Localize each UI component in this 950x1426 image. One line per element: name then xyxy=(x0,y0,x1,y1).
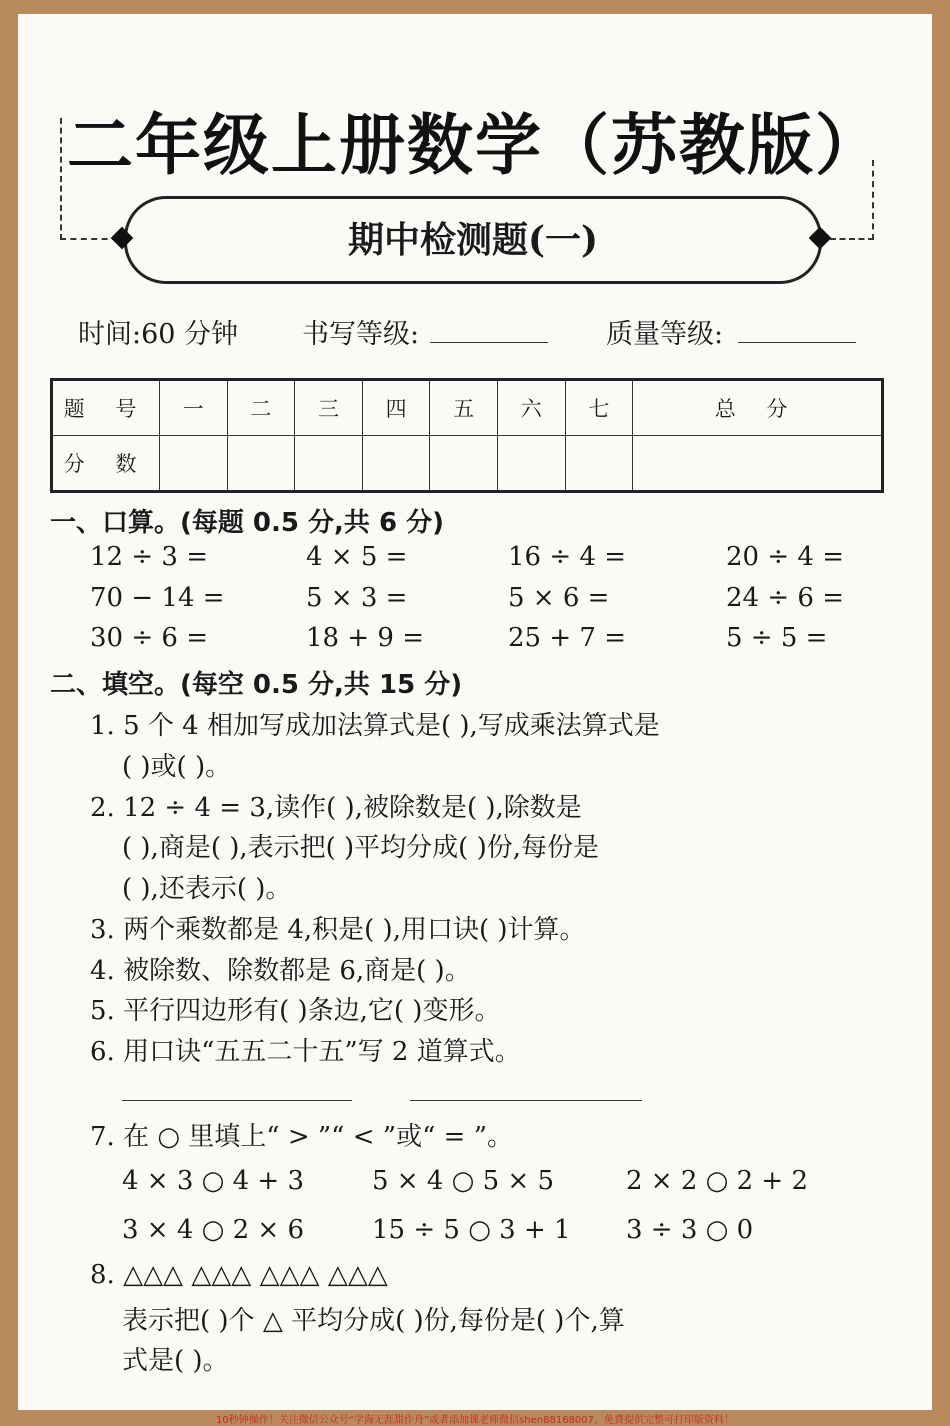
section-heading: 一、口算。(每题 0.5 分,共 6 分) xyxy=(50,508,444,538)
table-cell: 总 分 xyxy=(633,380,883,436)
table-cell: 一 xyxy=(160,380,228,436)
question-line: 7. 在 ○ 里填上“ > ”“ < ”或“ = ”。 xyxy=(90,1122,513,1152)
score-input-cell[interactable] xyxy=(295,436,363,492)
score-input-cell[interactable] xyxy=(227,436,295,492)
question-line: ( ),商是( ),表示把( )平均分成( )份,每份是 xyxy=(122,833,600,863)
calc-item: 18 + 9 = xyxy=(306,623,424,653)
question-line: 6. 用口诀“五五二十五”写 2 道算式。 xyxy=(90,1037,521,1067)
question-line: 4. 被除数、除数都是 6,商是( )。 xyxy=(90,956,471,986)
score-input-cell[interactable] xyxy=(497,436,565,492)
calc-item: 24 ÷ 6 = xyxy=(726,583,844,613)
score-input-cell[interactable] xyxy=(633,436,883,492)
footer-watermark: 10秒钟操作！关注微信公众号“学海无涯甜作舟”或者添加课老师微信shen88168007，免费提供完整可打印版资料！ xyxy=(215,1415,735,1426)
score-input-cell[interactable] xyxy=(565,436,633,492)
question-line: 5. 平行四边形有( )条边,它( )变形。 xyxy=(90,996,501,1026)
table-cell: 二 xyxy=(227,380,295,436)
calc-item: 12 ÷ 3 = xyxy=(90,542,208,572)
calc-item: 20 ÷ 4 = xyxy=(726,542,844,572)
table-cell: 六 xyxy=(497,380,565,436)
calc-item: 5 ÷ 5 = xyxy=(726,623,828,653)
question-line: ( )或( )。 xyxy=(122,752,232,782)
page-title: 二年级上册数学（苏教版） xyxy=(67,107,883,184)
compare-item: 4 × 3 ○ 4 + 3 xyxy=(122,1166,305,1196)
score-input-cell[interactable] xyxy=(160,436,228,492)
calc-item: 5 × 6 = xyxy=(508,583,610,613)
table-cell: 五 xyxy=(430,380,498,436)
question-line: 2. 12 ÷ 4 = 3,读作( ),被除数是( ),除数是 xyxy=(90,793,582,823)
section-heading: 二、填空。(每空 0.5 分,共 15 分) xyxy=(50,670,463,700)
question-line: 8. △△△ △△△ △△△ △△△ xyxy=(90,1260,388,1290)
writing-grade-blank[interactable] xyxy=(430,342,548,344)
score-input-cell[interactable] xyxy=(430,436,498,492)
table-cell: 四 xyxy=(362,380,430,436)
question-line: 3. 两个乘数都是 4,积是( ),用口诀( )计算。 xyxy=(90,915,586,945)
table-cell: 三 xyxy=(295,380,363,436)
answer-blank[interactable] xyxy=(122,1100,352,1102)
decor-dash xyxy=(830,238,874,241)
score-table xyxy=(50,378,884,493)
exam-subtitle: 期中检测题(一) xyxy=(347,219,599,261)
compare-item: 3 × 4 ○ 2 × 6 xyxy=(122,1215,305,1245)
calc-item: 5 × 3 = xyxy=(306,583,408,613)
compare-item: 15 ÷ 5 ○ 3 + 1 xyxy=(372,1215,571,1245)
calc-item: 4 × 5 = xyxy=(306,542,408,572)
compare-item: 3 ÷ 3 ○ 0 xyxy=(626,1215,754,1245)
score-input-cell[interactable] xyxy=(362,436,430,492)
question-line: ( ),还表示( )。 xyxy=(122,874,292,904)
decor-dash xyxy=(60,238,118,241)
question-line: 1. 5 个 4 相加写成加法算式是( ),写成乘法算式是 xyxy=(90,711,660,741)
calc-item: 30 ÷ 6 = xyxy=(90,623,208,653)
compare-item: 2 × 2 ○ 2 + 2 xyxy=(626,1166,809,1196)
quality-grade-blank[interactable] xyxy=(738,342,856,344)
table-cell: 七 xyxy=(565,380,633,436)
calc-item: 16 ÷ 4 = xyxy=(508,542,626,572)
writing-grade-label: 书写等级: xyxy=(302,319,420,350)
table-cell: 分 数 xyxy=(52,436,160,492)
table-cell: 题 号 xyxy=(52,380,160,436)
table-row xyxy=(52,436,883,492)
calc-item: 25 + 7 = xyxy=(508,623,626,653)
question-line: 式是( )。 xyxy=(122,1346,229,1376)
calc-item: 70 − 14 = xyxy=(90,583,225,613)
quality-grade-label: 质量等级: xyxy=(606,319,724,350)
answer-blank[interactable] xyxy=(410,1100,642,1102)
question-line: 表示把( )个 △ 平均分成( )份,每份是( )个,算 xyxy=(122,1306,625,1336)
table-row xyxy=(52,380,883,436)
compare-item: 5 × 4 ○ 5 × 5 xyxy=(372,1166,555,1196)
time-label: 时间:60 分钟 xyxy=(78,319,239,350)
